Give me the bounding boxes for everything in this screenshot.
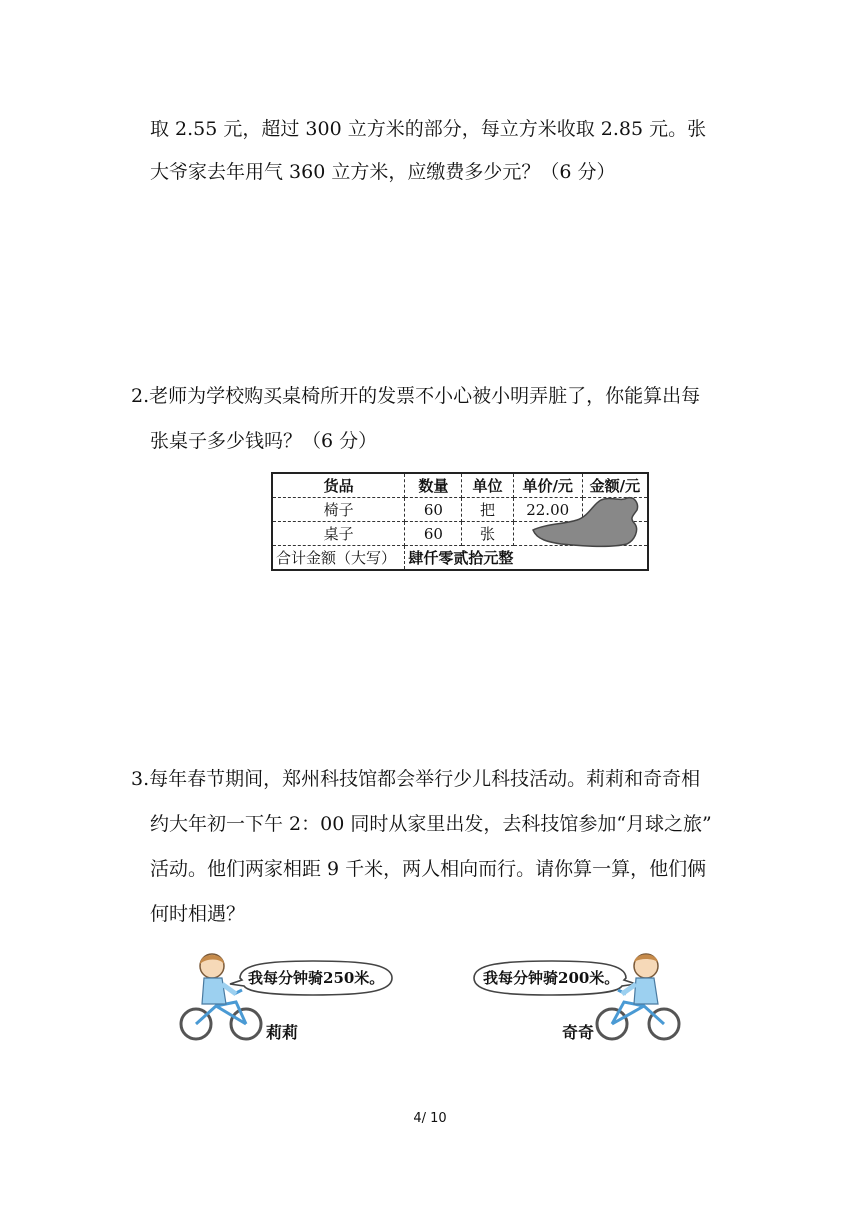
problem1-line2: 大爷家去年用气 360 立方米，应缴费多少元？（6 分） <box>150 161 616 183</box>
problem2-line2: 张桌子多少钱吗？（6 分） <box>150 430 378 452</box>
invoice-header: 金额/元 <box>582 473 648 498</box>
invoice-header: 单价/元 <box>513 473 582 498</box>
problem3-line1: 3.每年春节期间，郑州科技馆都会举行少儿科技活动。莉莉和奇奇相 <box>131 768 701 790</box>
qiqi-name: 奇奇 <box>562 1023 595 1042</box>
invoice-cell: 60 <box>405 522 462 546</box>
invoice-cell: 张 <box>462 522 513 546</box>
lily-name: 莉莉 <box>266 1023 299 1042</box>
lily-speech-text: 我每分钟骑250米。 <box>248 969 385 987</box>
invoice-total-value: 肆仟零贰拾元整 <box>405 546 648 571</box>
problem3-line2: 约大年初一下午 2：00 同时从家里出发，去科技馆参加“月球之旅” <box>150 813 712 835</box>
problem2-line1: 2.老师为学校购买桌椅所开的发票不小心被小明弄脏了，你能算出每 <box>131 385 701 407</box>
problem1-line1: 取 2.55 元，超过 300 立方米的部分，每立方米收取 2.85 元。张 <box>150 118 707 140</box>
invoice-cell: 把 <box>462 498 513 522</box>
qiqi-speech-text: 我每分钟骑200米。 <box>483 969 620 987</box>
invoice-header: 单位 <box>462 473 513 498</box>
invoice-cell: 桌子 <box>272 522 405 546</box>
ink-stain <box>531 494 646 550</box>
page-number: 4/ 10 <box>413 1111 447 1126</box>
invoice-cell: 椅子 <box>272 498 405 522</box>
invoice-header: 货品 <box>272 473 405 498</box>
problem3-line3: 活动。他们两家相距 9 千米，两人相向而行。请你算一算，他们俩 <box>150 858 707 880</box>
invoice-cell: 60 <box>405 498 462 522</box>
invoice-cell: 22.00 <box>513 498 582 522</box>
invoice-total-label: 合计金额（大写） <box>272 546 405 571</box>
qiqi-on-bicycle-icon <box>592 950 684 1045</box>
invoice-header: 数量 <box>405 473 462 498</box>
problem3-line4: 何时相遇？ <box>150 903 246 925</box>
